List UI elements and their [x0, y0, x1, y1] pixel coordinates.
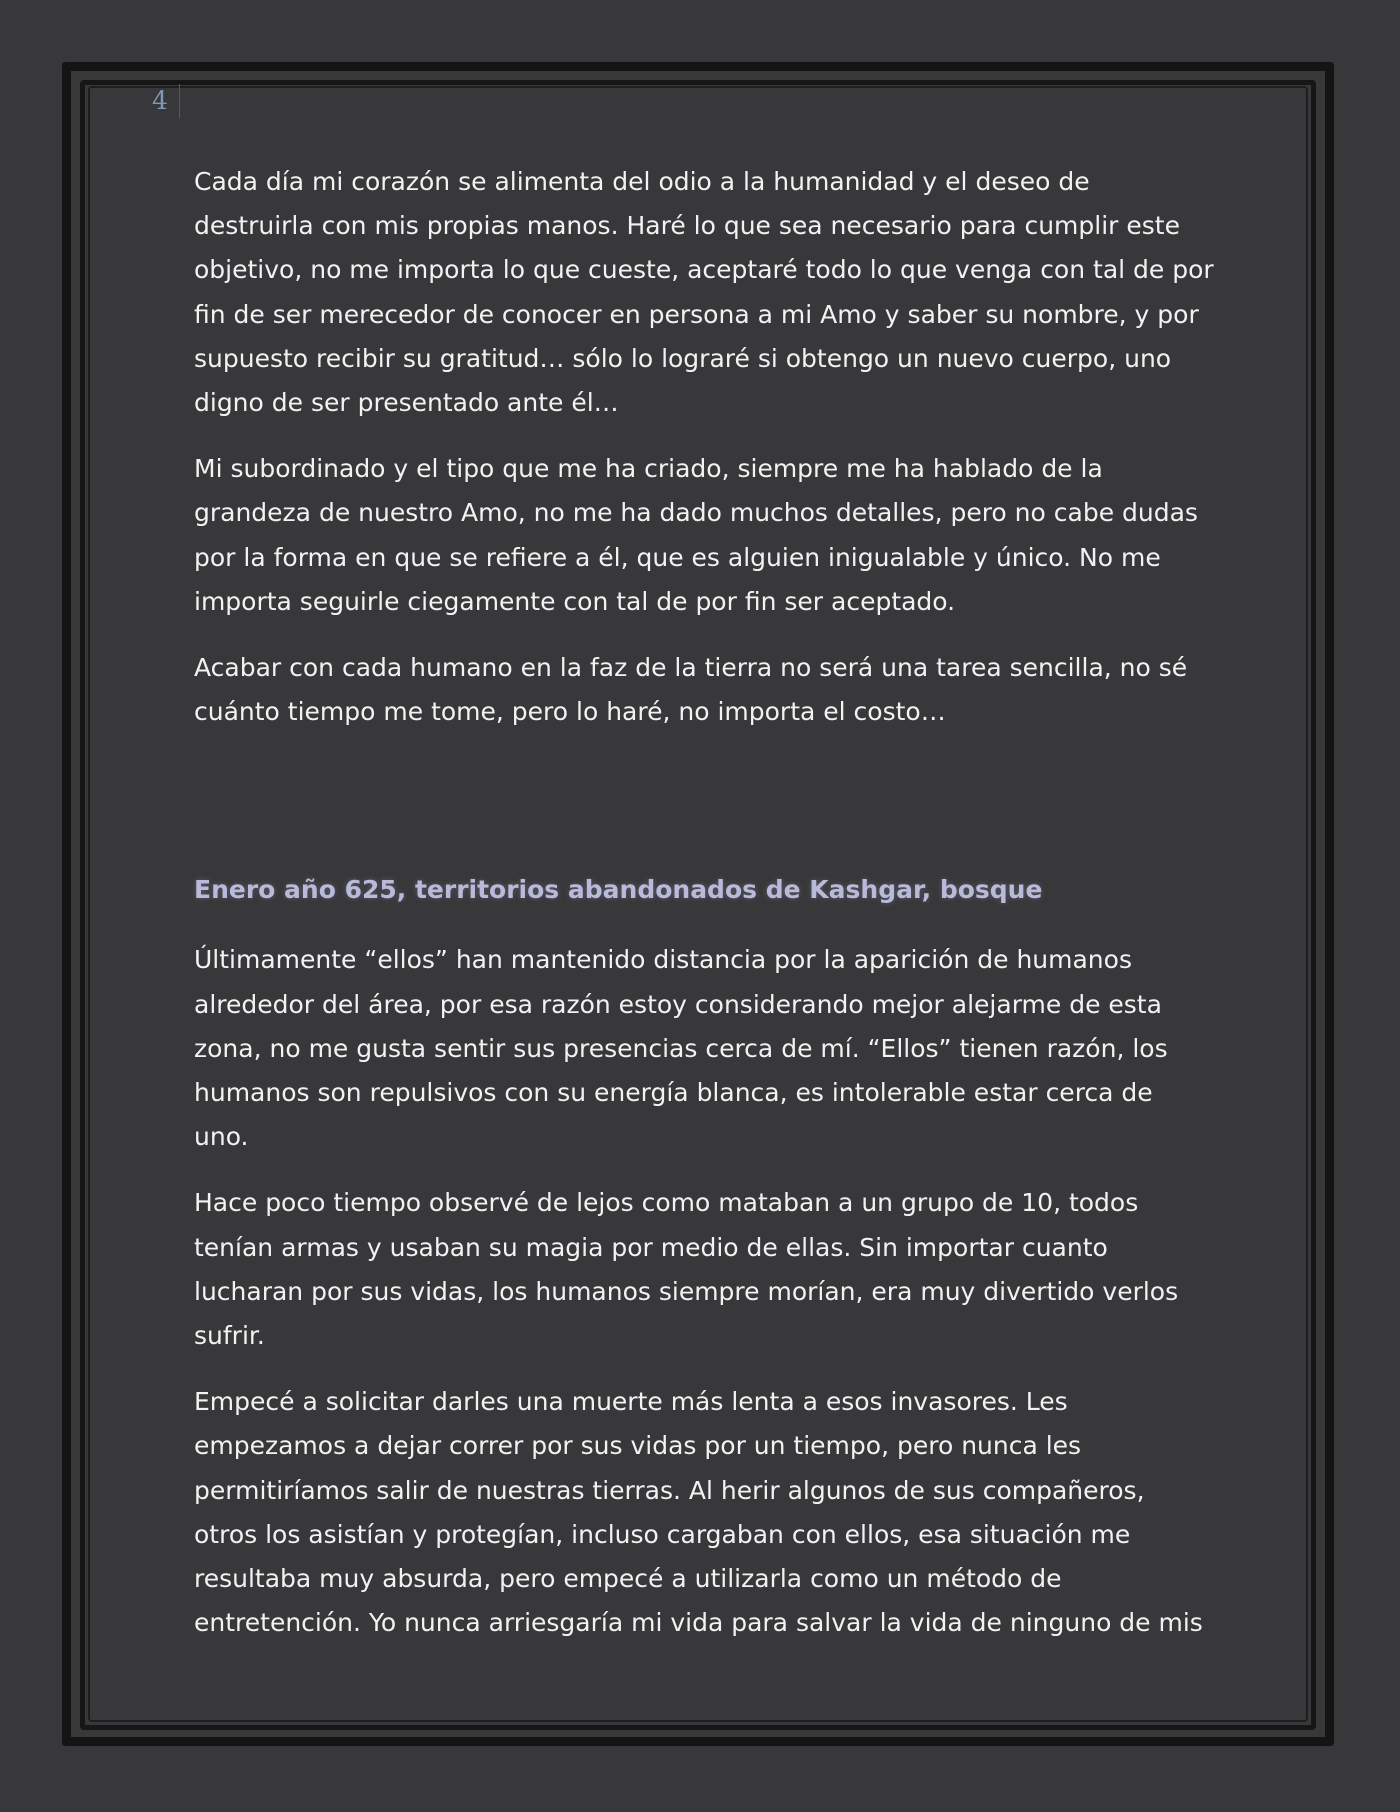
section-heading: Enero año 625, territorios abandonados de Kashgar, bosque: [194, 875, 1043, 905]
page-body: [194, 160, 1214, 1645]
paragraph: Últimamente “ellos” han mantenido distancia por la aparición de humanos alrededor del área, por esa razón estoy considerando mejor alejarme de esta zona, no me gusta sentir sus presencias cerca de mí. “Ellos” tienen razón, los humanos son repulsivos con su energía blanca, es intolerable estar cerca de uno.: [194, 945, 1168, 1152]
paragraph: Hace poco tiempo observé de lejos como mataban a un grupo de 10, todos tenían armas y usaban su magia por medio de ellas. Sin importar cuanto lucharan por sus vidas, los humanos siempre morían, era muy divertido verlos sufrir.: [194, 1188, 1179, 1351]
page-number: 4: [140, 84, 180, 118]
paragraph: Empecé a solicitar darles una muerte más lenta a esos invasores. Les empezamos a dejar correr por sus vidas por un tiempo, pero nunca les permitiríamos salir de nuestras tierras. Al herir algunos de sus compañeros, otros los asistían y protegían, incluso cargaban con ellos, esa situación me resultaba muy absurda, pero empecé a utilizarla como un método de entretención. Yo nunca arriesgaría mi vida para salvar la vida de ninguno de mis: [194, 1387, 1203, 1638]
paragraph: Mi subordinado y el tipo que me ha criado, siempre me ha hablado de la grandeza de nuestro Amo, no me ha dado muchos detalles, pero no cabe dudas por la forma en que se refiere a él, que es alguien inigualable y único. No me importa seguirle ciegamente con tal de por fin ser aceptado.: [194, 454, 1198, 616]
paragraph: Acabar con cada humano en la faz de la tierra no será una tarea sencilla, no sé cuánto tiempo me tome, pero lo haré, no importa el costo…: [194, 653, 1188, 727]
paragraph: Cada día mi corazón se alimenta del odio a la humanidad y el deseo de destruirla con mis propias manos. Haré lo que sea necesario para cumplir este objetivo, no me importa lo que cueste, aceptaré todo lo que venga con tal de por fin de ser merecedor de conocer en persona a mi Amo y saber su nombre, y por supuesto recibir su gratitud… sólo lo lograré si obtengo un nuevo cuerpo, uno digno de ser presentado ante él…: [194, 167, 1214, 418]
